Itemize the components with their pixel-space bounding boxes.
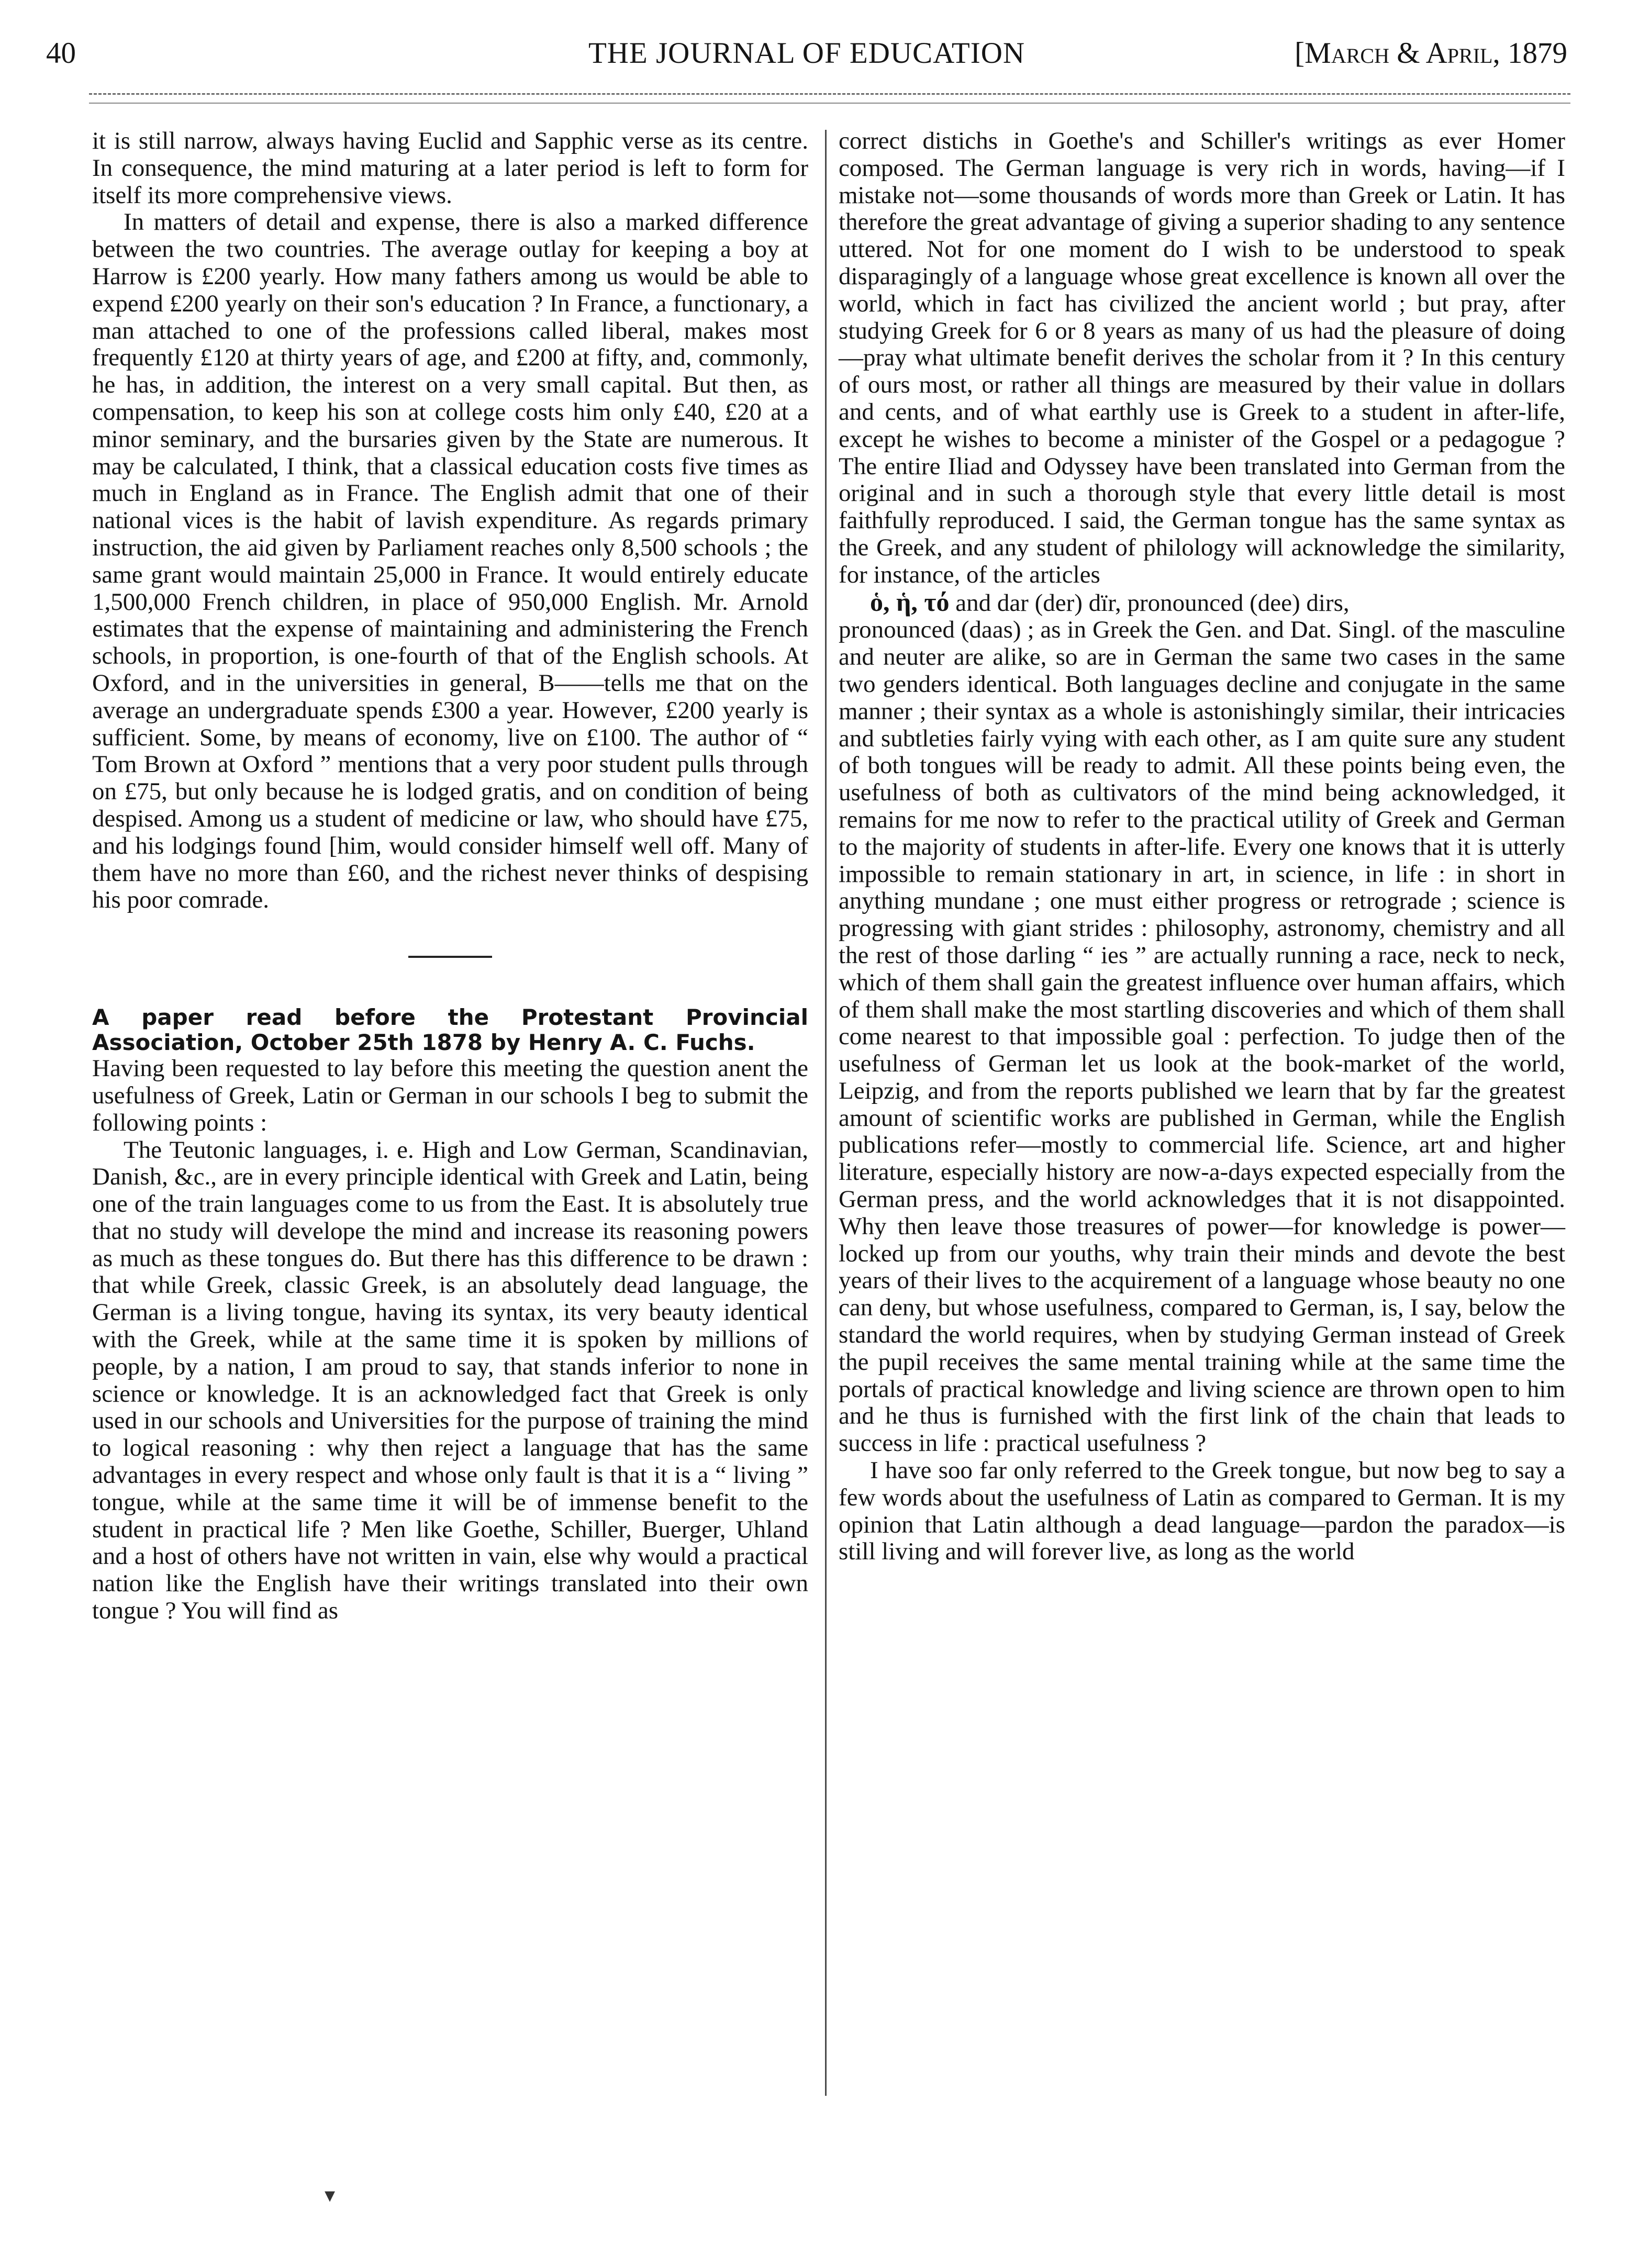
right-paragraph-2: I have soo far only referred to the Greek tongue, but now beg to say a few words about the usefulness of Latin as compared to German. It is my opinion that Latin although a dead language—pardon the paradox—is still living and will forever live, as long as the world xyxy=(839,1457,1565,1566)
column-divider xyxy=(825,130,827,2096)
paper-heading: A paper read before the Protestant Provincial Association, October 25th 1878 by Henry A. C. Fuchs. xyxy=(92,1004,808,1056)
greek-articles-tail: and dar (der) dïr, pronounced (dee) dirs, xyxy=(955,589,1350,617)
page-number: 40 xyxy=(46,37,76,70)
header-rule-lower xyxy=(89,103,1570,104)
journal-title: THE JOURNAL OF EDUCATION xyxy=(588,37,1025,70)
left-paragraph-2: In matters of detail and expense, there is also a marked difference between the two countries. The average outlay for keeping a boy at Harrow is £200 yearly. How many fathers among us would be able to expend £200 yearly on their son's education ? In France, a functionary, a man attached to one of the professions called liberal, makes most frequently £120 at thirty years of age, and £200 at fifty, and, commonly, he has, in addition, the interest on a very small capital. But then, as compensation, to keep his son at college costs him only £40, £20 at a minor seminary, and the bursaries given by the State are numerous. It may be calculated, I think, that a classical education costs five times as much in England as in France. The English admit that one of their national vices is the habit of lavish expenditure. As regards primary instruction, the aid given by Parliament reaches only 8,500 schools ; the same grant would maintain 25,000 in France. It would entirely educate 1,500,000 French children, in place of 950,000 English. Mr. Arnold estimates that the expense of maintaining and administering the French schools, in proportion, is one-fourth of that of the English schools. At Oxford, and in the universities in general, B——tells me that on the average an undergraduate spends £300 a year. However, £200 yearly is sufficient. Some, by means of economy, live on £100. The author of “ Tom Brown at Oxford ” mentions that a very poor student pulls through on £75, but only because he is lodged gratis, and on condition of being despised. Among us a student of medicine or law, who should have £75, and his lodgings found [him, would consider himself well off. Many of them have no more than £60, and the richest never thinks of despising his poor comrade. xyxy=(92,208,808,914)
section-separator xyxy=(408,956,492,958)
left-column xyxy=(92,128,808,1625)
issue-date: [March & April, 1879 xyxy=(1295,37,1567,70)
right-paragraph-1a: correct distichs in Goethe's and Schiller's writings as ever Homer composed. The German language is very rich in words, having—if I mistake not—some thousands of words more than Greek or Latin. It has therefore the great advantage of giving a superior shading to any sentence uttered. Not for one moment do I wish to be understood to speak disparagingly of a language whose great excellence is known all over the world, which in fact has civilized the ancient world ; but pray, after studying Greek for 6 or 8 years as many of us had the pleasure of doing—pray what ultimate benefit derives the scholar from it ? In this century of ours most, or rather all things are measured by their value in dollars and cents, and of what earthly use is Greek to a student in after-life, except he wishes to become a minister of the Gospel or a pedagogue ? The entire Iliad and Odyssey have been translated into German from the original and in such a thorough style that every little detail is most faithfully reproduced. I said, the German tongue has the same syntax as the Greek, and any student of philology will acknowledge the similarity, for instance, of the articles xyxy=(839,127,1565,588)
running-head xyxy=(46,32,1567,74)
header-rule xyxy=(89,93,1570,95)
greek-articles: ὁ, ἡ, τό xyxy=(870,587,950,617)
greek-articles-line xyxy=(839,589,1565,617)
left-paragraph-4: The Teutonic languages, i. e. High and Low German, Scandinavian, Danish, &c., are in every principle identical with Greek and Latin, being one of the train languages come to us from the East. It is absolutely true that no study will develope the mind and increase its reasoning powers as much as these tongues do. But there has this difference to be drawn : that while Greek, classic Greek, is an absolutely dead language, the German is a living tongue, having its syntax, its very beauty identical with the Greek, while at the same time it is spoken by millions of people, by a nation, I am proud to say, that stands inferior to none in science or knowledge. It is an acknowledged fact that Greek is only used in our schools and Universities for the purpose of training the mind to logical reasoning : why then reject a language that has the same advantages in every respect and whose only fault is that it is a “ living ” tongue, while at the same time it will be of immense benefit to the student in practical life ? Men like Goethe, Schiller, Buerger, Uhland and a host of others have not written in vain, else why would a practical nation like the English have their writings translated into their own tongue ? You will find as xyxy=(92,1136,808,1625)
right-paragraph-1b: pronounced (daas) ; as in Greek the Gen. and Dat. Singl. of the masculine and neuter are alike, so are in German the same two cases in the same two genders identical. Both languages decline and conjugate in the same manner ; their syntax as a whole is astonishingly similar, their intricacies and subtleties fairly vying with each other, as I am quite sure any student of both tongues will be ready to admit. All these points being even, the usefulness of both as cultivators of the mind being acknowledged, it remains for me now to refer to the practical utility of Greek and German to the majority of students in after-life. Every one knows that it is utterly impossible to remain stationary in art, in science, in life : in short in anything mundane ; one must either progress or retrograde ; science is progressing with giant strides : philosophy, astronomy, chemistry and all the rest of those darling “ ies ” are actually running a race, neck to neck, which of them shall gain the greatest influence over human affairs, which of them shall make the most startling discoveries and which of them shall come nearest to that impossible goal : perfection. To judge then of the usefulness of German let us look at the book-market of the world, Leipzig, and from the reports published we learn that by far the greatest amount of scientific works are published in German, while the English publications refer—mostly to commercial life. Science, art and higher literature, especially history are now-a-days expected especially from the German press, and the world acknowledges that it is not disappointed. Why then leave those treasures of power—for knowledge is power—locked up from our youths, why train their minds and devote the best years of their lives to the acquirement of a language whose beauty no one can deny, but whose usefulness, compared to German, is, I say, below the standard the world requires, when by studying German instead of Greek the pupil receives the same mental training while at the same time the portals of practical knowledge and living science are thrown open to him and he thus is furnished with the first link of the chain that leads to success in life : practical usefulness ? xyxy=(839,616,1565,1457)
left-paragraph-3: Having been requested to lay before this meeting the question anent the usefulness of Greek, Latin or German in our schools I beg to submit the following points : xyxy=(92,1055,808,1136)
ink-speck: ▾ xyxy=(325,2183,336,2207)
right-column xyxy=(839,128,1565,1566)
left-paragraph-1: it is still narrow, always having Euclid and Sapphic verse as its centre. In consequence, the mind maturing at a later period is left to form for itself its more comprehensive views. xyxy=(92,127,808,209)
